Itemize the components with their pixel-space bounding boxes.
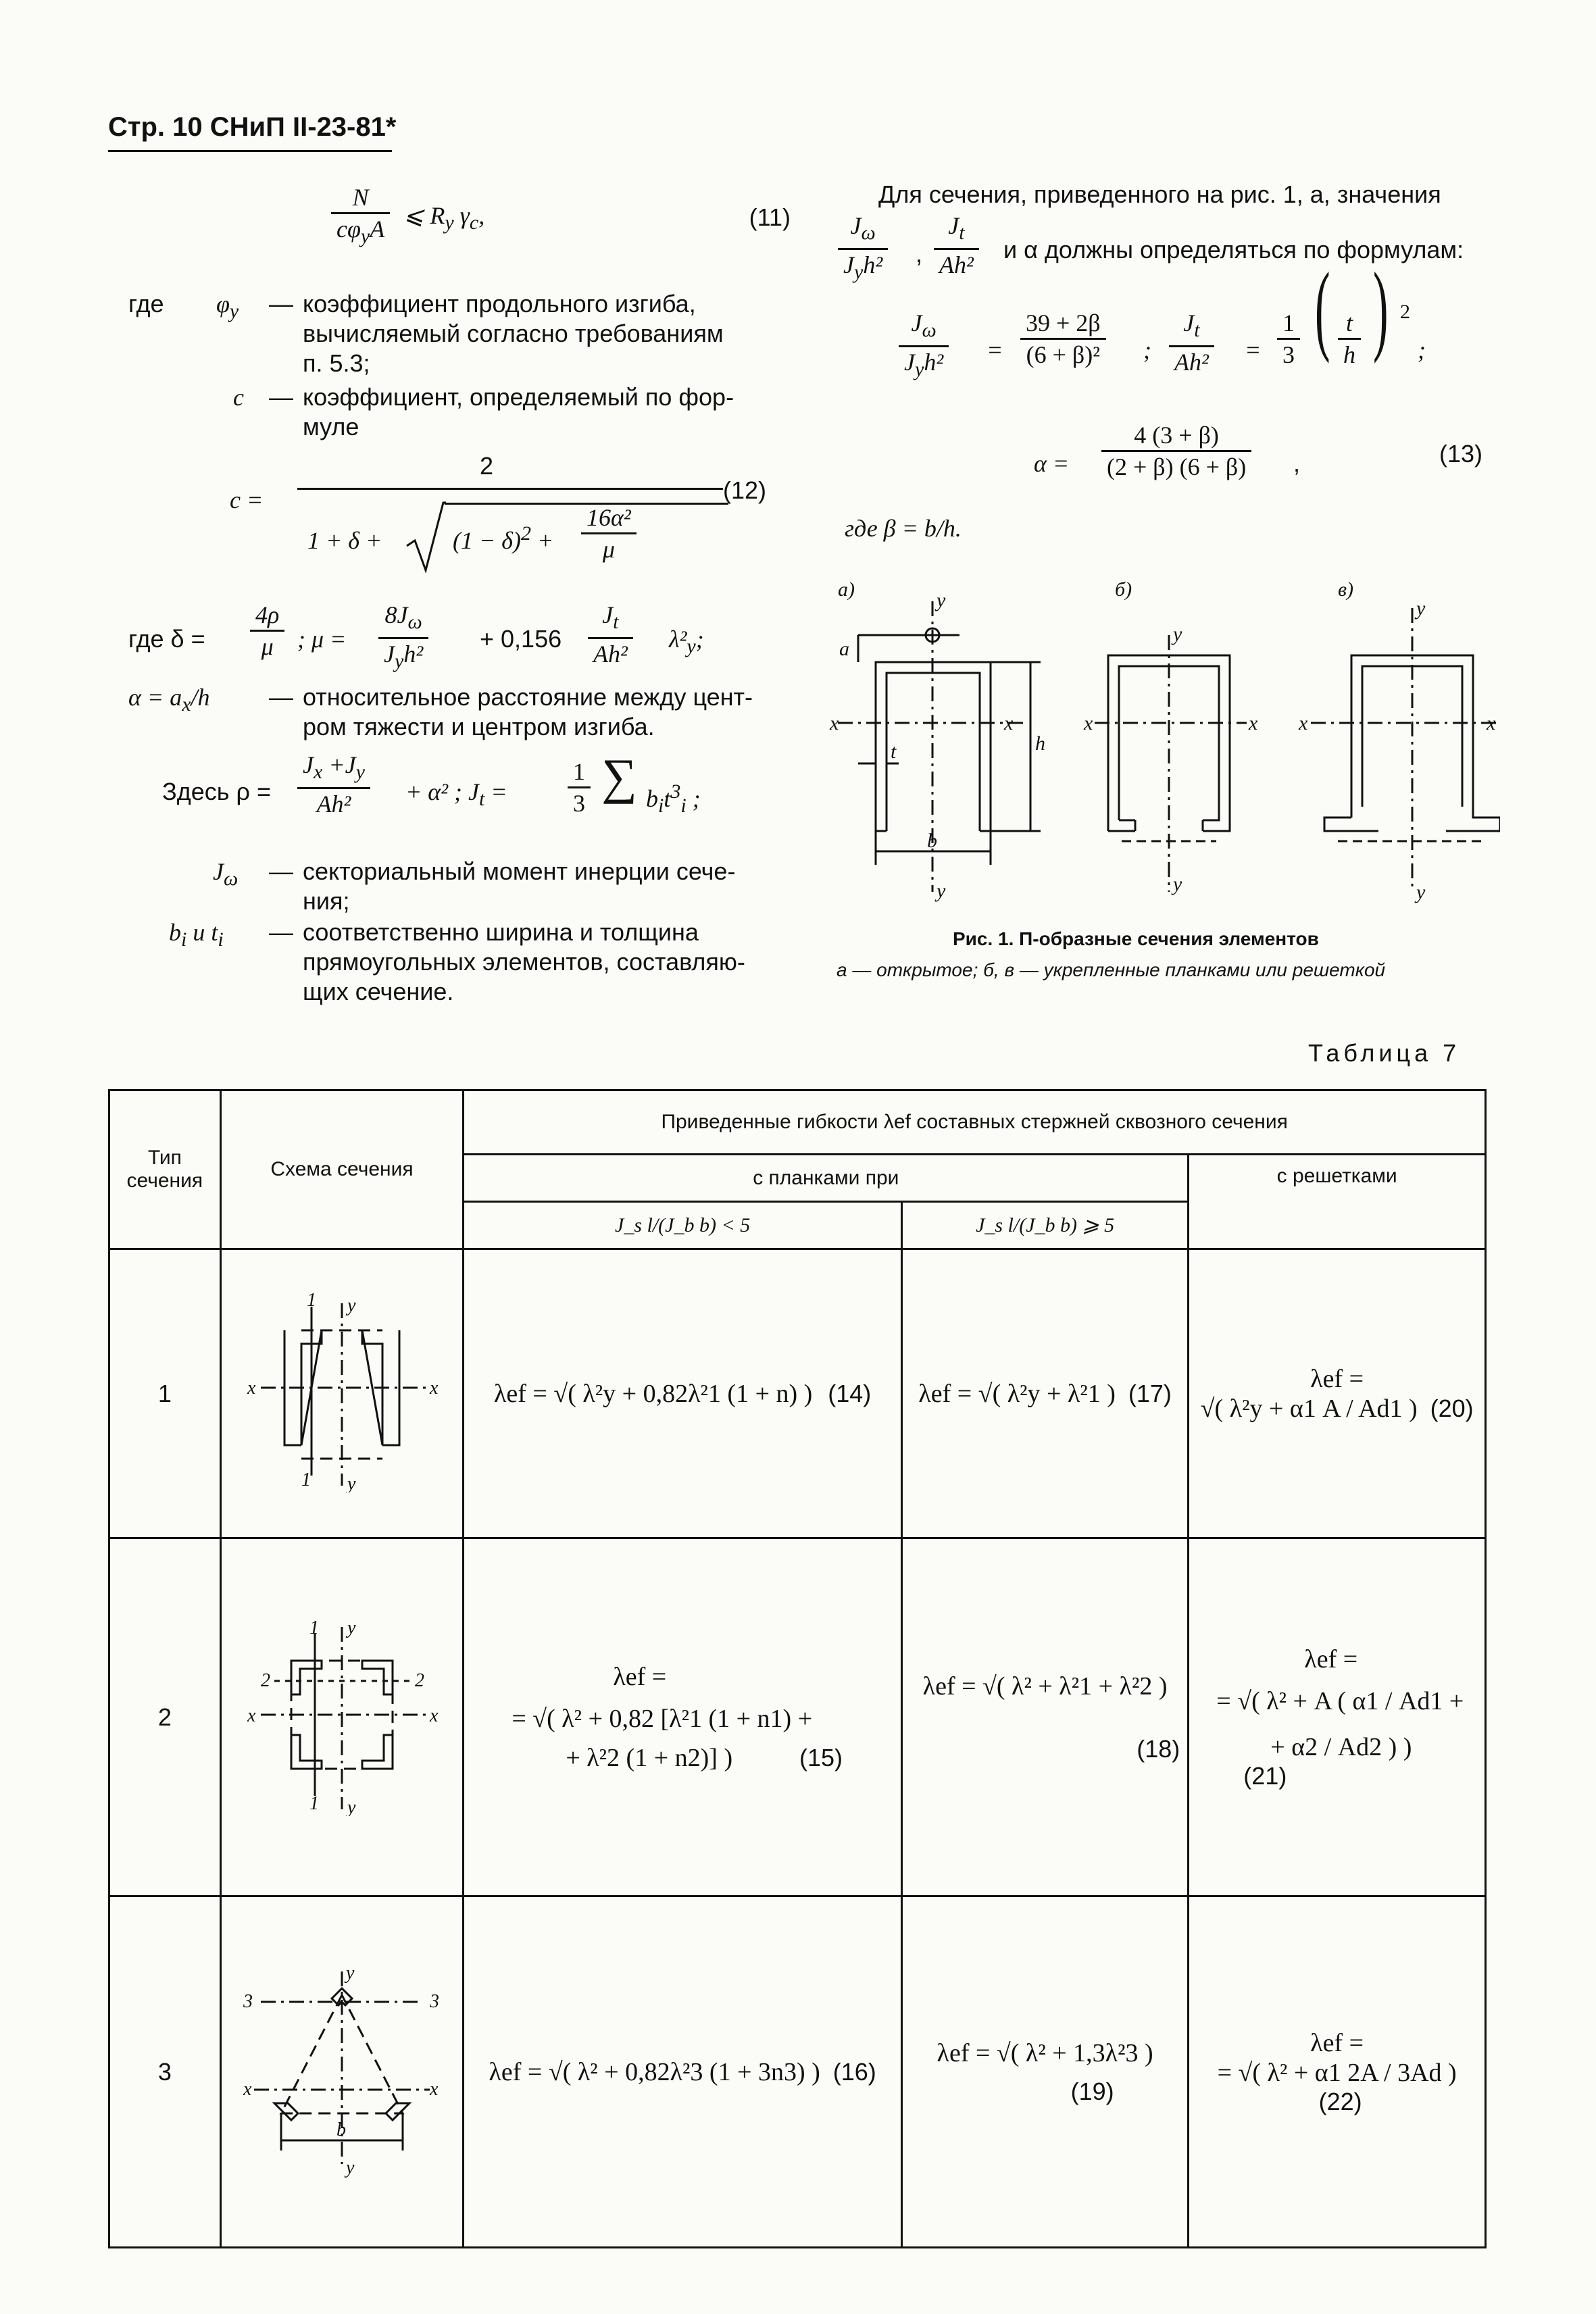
table-row (109, 1538, 1486, 1896)
header-scheme: Схема сечения (220, 1090, 464, 1249)
eq-12-number: (12) (723, 476, 767, 504)
formula-18-cell: λef = √( λ² + λ²1 + λ²2 ) (18) (901, 1538, 1188, 1896)
svg-text:h: h (1035, 732, 1045, 755)
right-intro-line2: $J_\omega$ $J_yh^2$ , $\frac{J_t}{\text{Ah²}}$ и α должны определяться по формулам: (838, 211, 1487, 292)
header-planks: с планками при (464, 1155, 1189, 1202)
formula-17-cell: λef = √( λ²y + λ²1 ) (17) (901, 1249, 1188, 1538)
eq-11-number: (11) (749, 203, 791, 231)
formula-21: = √( λ² + A ( α1 / Ad1 + (1216, 1686, 1464, 1715)
formula-16: λef = √( λ² + 0,82λ²3 (1 + 3n3) ) (489, 2057, 820, 2086)
svg-text:1: 1 (309, 1792, 319, 1814)
section-b (1095, 635, 1247, 892)
page-header: Стр. 10 СНиП II-23-81* (108, 112, 397, 142)
svg-text:x: x (1249, 712, 1258, 734)
scheme-1-drawing (234, 1290, 450, 1492)
scheme-2 (220, 1538, 464, 1896)
table-row (109, 1896, 1486, 2248)
fig-label-b: б) (1115, 578, 1132, 601)
formula-22: = √( λ² + α1 2A / 3Ad ) (1217, 2058, 1457, 2087)
header-cond-1: J_s l/(J_b b) < 5 (464, 1202, 902, 1249)
svg-text:y: y (347, 1473, 356, 1492)
right-intro: Для сечения, приведенного на рис. 1, а, значения (878, 180, 1441, 208)
svg-text:y: y (1173, 623, 1182, 645)
svg-text:x: x (247, 1705, 256, 1726)
svg-text:x: x (430, 2078, 439, 2100)
svg-text:x: x (830, 712, 839, 734)
svg-text:2: 2 (415, 1669, 424, 1691)
header-cond-2: J_s l/(J_b b) ⩾ 5 (901, 1202, 1188, 1249)
svg-text:y: y (937, 589, 946, 611)
formula-14: λef = √( λ²y + 0,82λ²1 (1 + n) ) (493, 1379, 813, 1408)
formula-14-cell: λef = √( λ²y + 0,82λ²1 (1 + n) ) (14) (464, 1249, 902, 1538)
scheme-3-drawing (234, 1961, 450, 2178)
svg-text:x: x (1299, 712, 1308, 734)
header-type: Тип сечения (109, 1090, 221, 1249)
eq-13: α = $\frac{4 (3 + \beta)}{(2 + \beta) (6 + \beta)}$ , (13) (1034, 422, 1483, 480)
table-title: Таблица 7 (1308, 1039, 1461, 1067)
svg-text:1: 1 (309, 1617, 319, 1638)
fig-label-a: а) (838, 578, 855, 601)
svg-text:2: 2 (261, 1669, 270, 1691)
svg-text:y: y (346, 1962, 355, 1984)
svg-text:y: y (1416, 597, 1426, 620)
formula-22-cell: λef = = √( λ² + α1 2A / 3Ad ) (22) (1189, 1896, 1486, 2248)
section-a (838, 601, 1041, 892)
scheme-1 (220, 1249, 464, 1538)
row-type: 1 (109, 1249, 221, 1538)
svg-text:x: x (1004, 712, 1014, 734)
svg-text:3: 3 (243, 1990, 253, 2012)
svg-text:x: x (1487, 712, 1496, 734)
fig-label-v: в) (1338, 578, 1354, 601)
eq-11: $\frac{N}{c\varphi_yA}$ ⩽ $R_y$ $\gamma_c$, (11) (331, 182, 791, 251)
formula-18: λef = √( λ² + λ²1 + λ²2 ) (922, 1671, 1168, 1701)
eq-jw-jt: $J_\omega$ $J_yh^2$ = $\frac{39 + 2\beta}{\text{(6 + β)²}}$ ; $\frac{J_t}{\text{Ah²}}$ = $\frac{1}{3}$ ( $\frac{t}{h}$ ) 2 ; (899, 297, 1480, 405)
formula-17: λef = √( λ²y + λ²1 ) (918, 1379, 1116, 1408)
svg-text:x: x (430, 1377, 439, 1399)
formula-19-cell: λef = √( λ² + 1,3λ²3 ) (19) (901, 1896, 1188, 2248)
svg-text:y: y (347, 1796, 356, 1816)
svg-text:1: 1 (307, 1289, 316, 1311)
formula-16-cell: λef = √( λ² + 0,82λ²3 (1 + 3n3) ) (16) (464, 1896, 902, 2248)
table-row (109, 1249, 1486, 1538)
svg-text:b: b (927, 830, 937, 852)
eq-13-number: (13) (1439, 440, 1483, 468)
formula-15-cell: λef = = √( λ² + 0,82 [λ²1 (1 + n1) + + λ²2 (1 + n2)] ) (15) (464, 1538, 902, 1896)
svg-text:y: y (347, 1294, 356, 1316)
header-main: Приведенные гибкости λef составных стержней сквозного сечения (464, 1090, 1486, 1155)
section-v (1311, 608, 1500, 892)
header-lattice: с решетками (1189, 1155, 1486, 1249)
scheme-3 (220, 1896, 464, 2248)
svg-text:y: y (937, 880, 946, 902)
svg-text:x: x (247, 1377, 256, 1399)
delta-mu-formula: где δ = $\frac{4\rho}{\mu}$ ; μ = $8J_\omega$ $J_yh^2$ + 0,156 $\frac{J_t}{\text{Ah²}}$ $\lambda^2_y$; (128, 601, 704, 673)
figure-caption: Рис. 1. П-образные сечения элементов (953, 928, 1319, 949)
figure-subcaption: а — открытое; б, в — укрепленные планками или решеткой (837, 959, 1386, 980)
row-type: 2 (109, 1538, 221, 1896)
svg-text:y: y (1416, 881, 1426, 903)
figure-1 (824, 568, 1500, 919)
svg-text:1: 1 (301, 1469, 311, 1490)
header-rule (108, 150, 392, 152)
svg-text:3: 3 (430, 1990, 439, 2012)
formula-21-cell: λef = = √( λ² + A ( α1 / Ad1 + + α2 / Ad2 ) ) (21) (1189, 1538, 1486, 1896)
sqrt-sign-12 (405, 499, 446, 573)
scheme-2-drawing (234, 1613, 450, 1816)
svg-text:x: x (1084, 712, 1093, 734)
svg-text:x: x (430, 1705, 439, 1726)
formula-19: λef = √( λ² + 1,3λ²3 ) (937, 2038, 1153, 2067)
rho-jt-formula: Здесь ρ = $\frac{J_x +J_y}{\text{Ah²}}$ + α² ; $J_t$ = $\frac{1}{3}$ ∑ $b_it^3_i$ ; (162, 749, 701, 818)
svg-text:y: y (1173, 873, 1182, 895)
formula-20: √( λ²y + α1 A / Ad1 ) (1200, 1394, 1418, 1423)
formula-20-cell: λef = √( λ²y + α1 A / Ad1 ) (20) (1189, 1249, 1486, 1538)
svg-text:x: x (243, 2078, 252, 2100)
eq-11-frac: $\frac{N}{c\varphi_yA}$ (331, 182, 390, 251)
svg-text:y: y (347, 1617, 356, 1638)
svg-text:a: a (839, 638, 849, 660)
table-7 (108, 1089, 1487, 2248)
svg-text:t: t (891, 740, 897, 763)
formula-15: = √( λ² + 0,82 [λ²1 (1 + n1) + (512, 1704, 813, 1733)
beta-definition: где β = b/h. (845, 515, 962, 542)
svg-text:y: y (346, 2157, 355, 2178)
eq-12: c = 2 1 + δ + $(1 - \delta)^2$ + $\frac{\text{16α²}}{\mu}$ (12) (230, 451, 784, 593)
row-type: 3 (109, 1896, 221, 2248)
svg-text:b: b (336, 2119, 346, 2140)
